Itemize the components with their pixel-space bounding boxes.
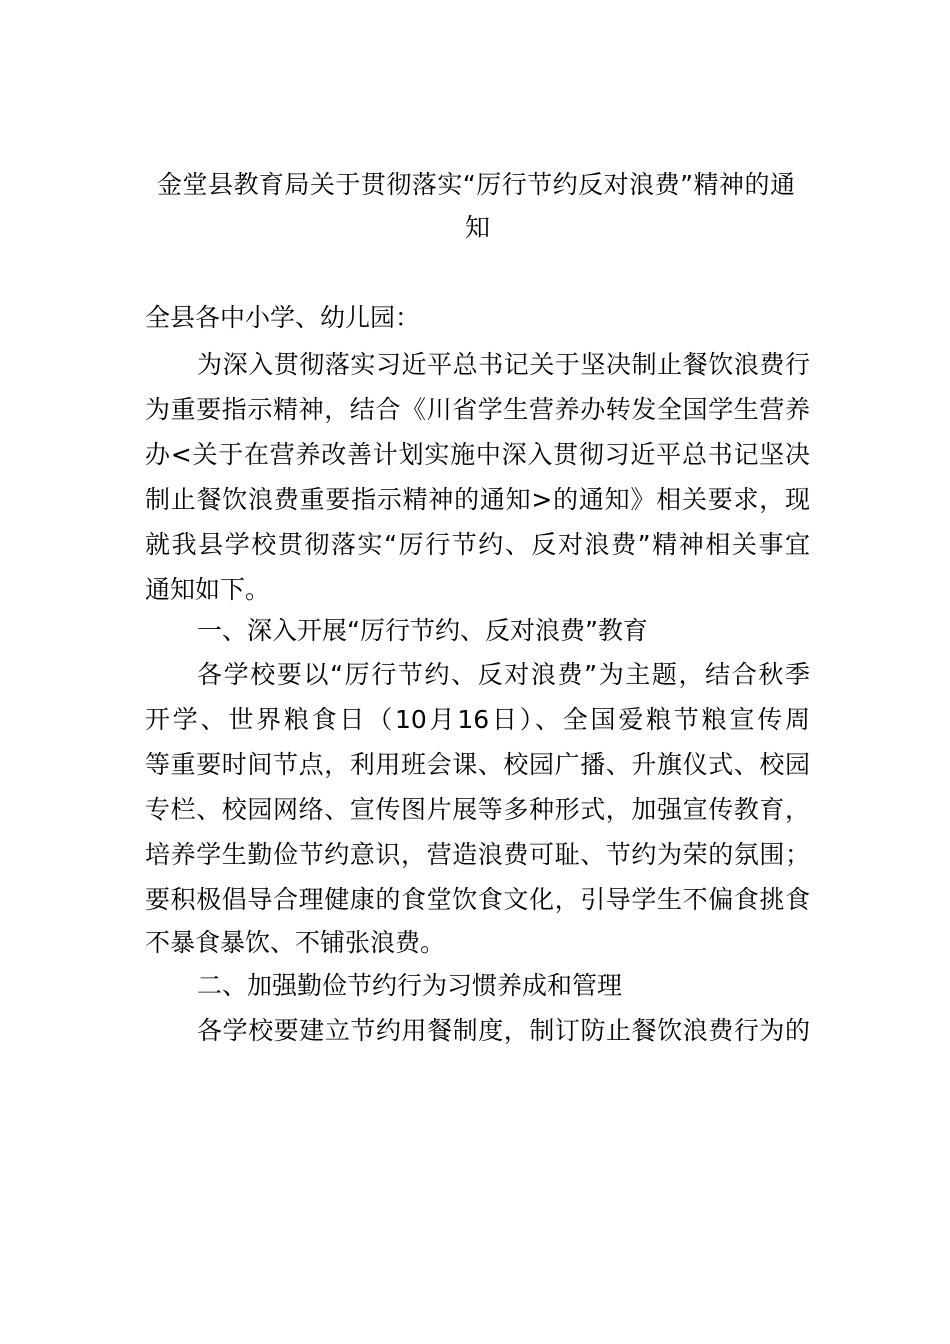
body-line: 专栏、校园网络、宣传图片展等多种形式，加强宣传教育，: [145, 795, 810, 824]
body-line: 制止餐饮浪费重要指示精神的通知>的通知》相关要求，现: [145, 485, 810, 514]
section-heading-1: 一、深入开展“厉行节约、反对浪费”教育: [197, 616, 648, 645]
body-line: 为深入贯彻落实习近平总书记关于坚决制止餐饮浪费行: [197, 350, 810, 379]
body-line: 等重要时间节点，利用班会课、校园广播、升旗仪式、校园: [145, 750, 810, 779]
body-line: 办<关于在营养改善计划实施中深入贯彻习近平总书记坚决: [145, 440, 810, 469]
document-title-line-2: 知: [464, 213, 490, 242]
section-heading-2: 二、加强勤俭节约行为习惯养成和管理: [197, 971, 623, 1000]
body-line: 各学校要以“厉行节约、反对浪费”为主题，结合秋季: [197, 660, 810, 689]
body-line: 要积极倡导合理健康的食堂饮食文化，引导学生不偏食挑食: [145, 885, 810, 914]
body-line: 就我县学校贯彻落实“厉行节约、反对浪费”精神相关事宜: [145, 530, 810, 559]
document-title-line-1: 金堂县教育局关于贯彻落实“厉行节约反对浪费”精神的通: [157, 170, 795, 199]
body-line: 各学校要建立节约用餐制度，制订防止餐饮浪费行为的: [197, 1016, 810, 1045]
body-line: 培养学生勤俭节约意识，营造浪费可耻、节约为荣的氛围；: [145, 840, 810, 869]
body-line: 通知如下。: [145, 575, 271, 604]
body-line: 开学、世界粮食日（10月16日）、全国爱粮节粮宣传周: [145, 705, 810, 734]
body-line: 不暴食暴饮、不铺张浪费。: [145, 928, 446, 957]
body-line: 为重要指示精神，结合《川省学生营养办转发全国学生营养: [145, 395, 810, 424]
salutation: 全县各中小学、幼儿园：: [145, 303, 421, 332]
